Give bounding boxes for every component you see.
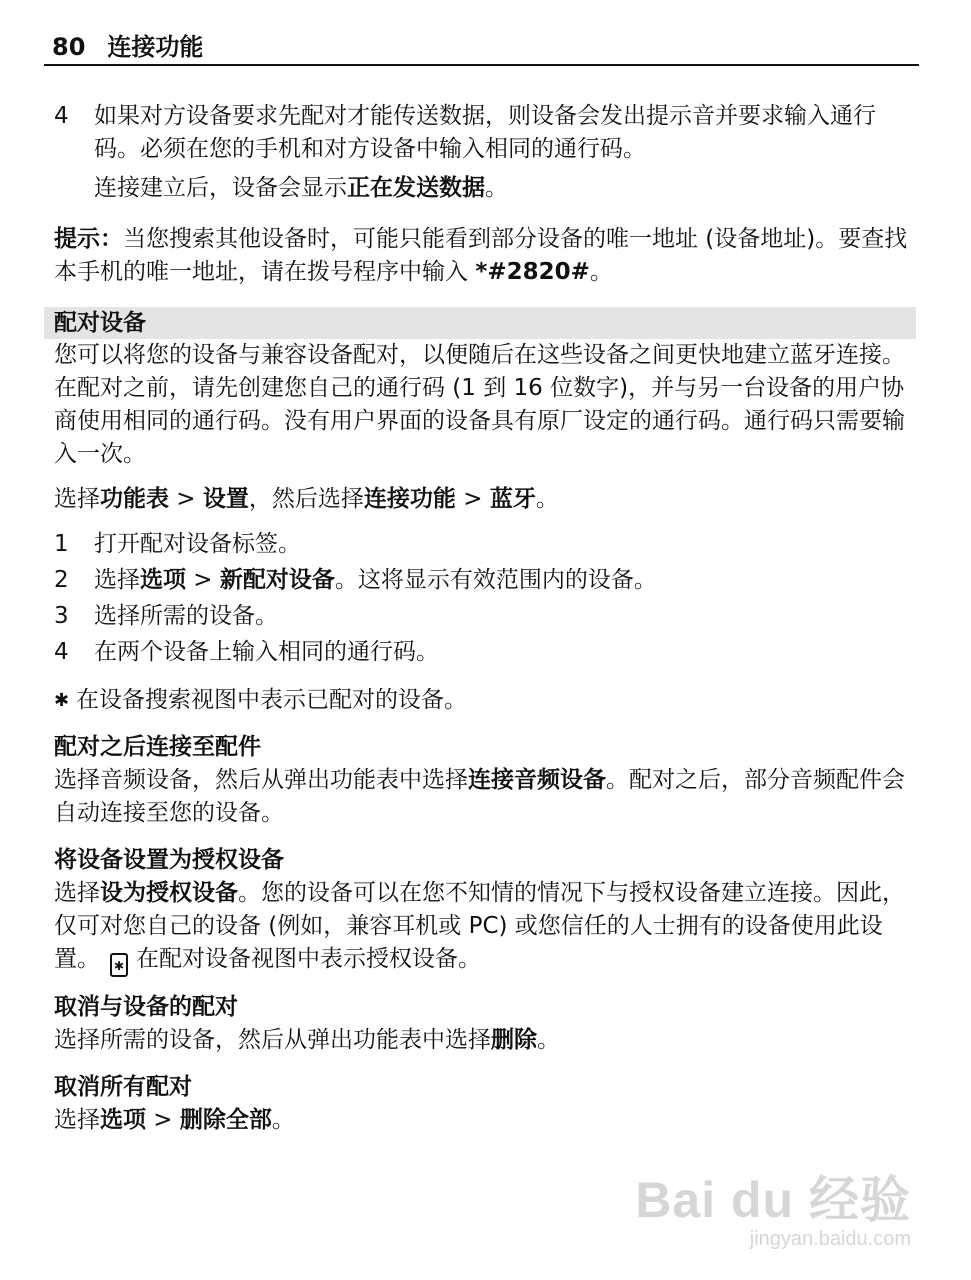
authorize-text: 选择设为授权设备。您的设备可以在您不知情的情况下与授权设备建立连接。因此，仅可对您自己的设备 (例如，兼容耳机或 PC) 或您信任的人士拥有的设备使用此设置。 ✱ 在配对设备视图中表示授权设备。 <box>54 877 916 977</box>
step-text: 如果对方设备要求先配对才能传送数据，则设备会发出提示音并要求输入通行码。必须在您的手机和对方设备中输入相同的通行码。 <box>94 103 876 162</box>
tip-label: 提示： <box>54 226 123 252</box>
watermark-brand: Bai du 经验 <box>635 1172 911 1228</box>
paired-note: ✱ 在设备搜索视图中表示已配对的设备。 <box>54 684 916 717</box>
tip-paragraph: 提示：当您搜索其他设备时，可能只能看到部分设备的唯一地址 (设备地址)。要查找本手机的唯一地址，请在拨号程序中输入 *#2820#。 <box>54 226 908 285</box>
connect-after-text: 选择音频设备，然后从弹出功能表中选择连接音频设备。配对之后，部分音频配件会自动连接至您的设备。 <box>54 767 905 826</box>
cancel-all-text: 选择选项 > 删除全部。 <box>54 1107 295 1133</box>
status-text: 正在发送数据 <box>347 175 485 201</box>
authorized-device-icon: ✱ <box>110 953 128 977</box>
pairing-intro: 您可以将您的设备与兼容设备配对，以便随后在这些设备之间更快地建立蓝牙连接。在配对之前，请先创建您自己的通行码 (1 到 16 位数字)，并与另一台设备的用户协商使用相同的通行码。没有用户界面的设备具有原厂设定的通行码。通行码只需要输入一次。 <box>54 342 905 467</box>
subsection-heading: 配对之后连接至配件 <box>54 734 261 760</box>
page-number: 80 <box>52 33 86 61</box>
step-followup: 连接建立后，设备会显示正在发送数据。 <box>94 175 508 201</box>
page-body <box>54 100 916 1137</box>
steps-list <box>54 528 916 669</box>
step-number: 4 <box>54 103 69 129</box>
section-heading: 配对设备 <box>44 307 916 339</box>
subsection-heading: 取消与设备的配对 <box>54 994 238 1020</box>
menu-path: 选择功能表 > 设置，然后选择连接功能 > 蓝牙。 <box>54 486 559 512</box>
subsection-heading: 将设备设置为授权设备 <box>54 847 284 873</box>
step-item: 3 选择所需的设备。 <box>54 603 278 629</box>
subsection-heading: 取消所有配对 <box>54 1074 192 1100</box>
step-item: 2 选择选项 > 新配对设备。这将显示有效范围内的设备。 <box>54 567 657 593</box>
step-item: 4 在两个设备上输入相同的通行码。 <box>54 639 439 665</box>
watermark-url: jingyan.baidu.com <box>749 1228 911 1250</box>
dial-code: *#2820# <box>475 259 590 285</box>
cancel-one-text: 选择所需的设备，然后从弹出功能表中选择删除。 <box>54 1027 560 1053</box>
chapter-title: 连接功能 <box>107 33 204 61</box>
step-item <box>54 100 916 166</box>
step-item: 1 打开配对设备标签。 <box>54 531 301 557</box>
bluetooth-paired-icon: ✱ <box>54 690 70 711</box>
page-header <box>44 30 919 66</box>
watermark-logo <box>635 1160 911 1251</box>
